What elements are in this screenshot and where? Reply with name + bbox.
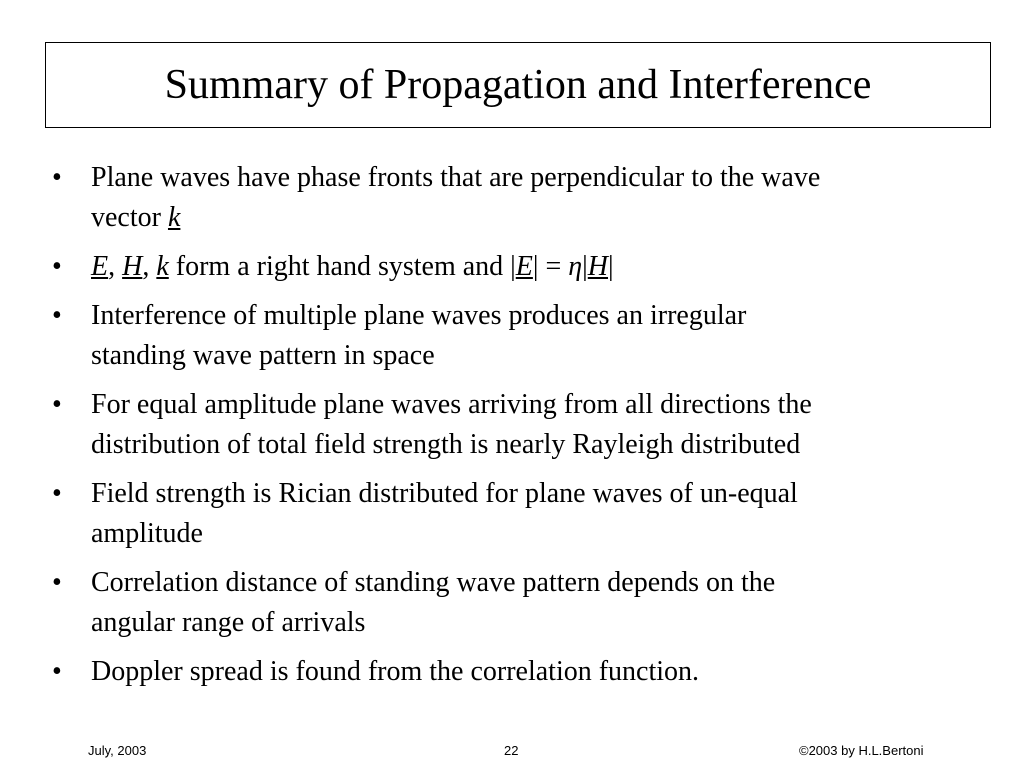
bullet-text-line: Field strength is Rician distributed for plane waves of un-equal (91, 478, 798, 509)
bullet-item-doppler (52, 652, 992, 692)
vector-h: H (122, 251, 143, 282)
bullet-text-line: distribution of total field strength is nearly Rayleigh distributed (91, 429, 801, 460)
bullet-text-line (91, 247, 992, 287)
bullet-marker: • (52, 656, 62, 687)
footer-date: July, 2003 (88, 743, 147, 758)
equals-text: | = (532, 251, 569, 282)
bullet-item-plane-waves (52, 158, 992, 238)
bullet-marker: • (52, 162, 62, 193)
bullet-text-line: standing wave pattern in space (91, 340, 435, 371)
bullet-item-rician (52, 474, 992, 554)
slide-title: Summary of Propagation and Interference (164, 62, 872, 108)
bullet-text-line (91, 198, 992, 238)
bullet-text-line: Doppler spread is found from the correlation function. (91, 656, 700, 687)
footer-copyright: ©2003 by H.L.Bertoni (799, 743, 924, 758)
abs-bar: | (608, 251, 614, 282)
bullet-item-right-hand-system (52, 247, 992, 287)
vector-k: k (156, 251, 169, 282)
bullet-text-line: Interference of multiple plane waves produces an irregular (91, 300, 747, 331)
bullet-list (52, 158, 992, 701)
eta-symbol: η (568, 251, 583, 282)
vector-e: E (515, 251, 533, 282)
bullet-marker: • (52, 478, 62, 509)
bullet-text-line: angular range of arrivals (91, 607, 366, 638)
footer-page-number: 22 (504, 743, 519, 758)
separator: , (108, 251, 123, 282)
bullet-text-line: For equal amplitude plane waves arriving from all directions the (91, 389, 812, 420)
bullet-text: form a right hand system and | (168, 251, 516, 282)
bullet-text: vector (91, 202, 168, 233)
bullet-text-line: amplitude (91, 518, 203, 549)
bullet-text-line: Correlation distance of standing wave pattern depends on the (91, 567, 776, 598)
abs-bar: | (582, 251, 588, 282)
bullet-item-rayleigh (52, 385, 992, 465)
bullet-item-interference (52, 296, 992, 376)
bullet-text-line: Plane waves have phase fronts that are perpendicular to the wave (91, 162, 821, 193)
vector-k: k (167, 202, 181, 233)
title-box (45, 42, 991, 128)
separator: , (142, 251, 157, 282)
vector-e: E (91, 251, 109, 282)
bullet-marker: • (52, 389, 62, 420)
bullet-item-correlation (52, 563, 992, 643)
vector-h: H (587, 251, 609, 282)
bullet-marker: • (52, 300, 62, 331)
bullet-marker: • (52, 251, 62, 282)
bullet-marker: • (52, 567, 62, 598)
